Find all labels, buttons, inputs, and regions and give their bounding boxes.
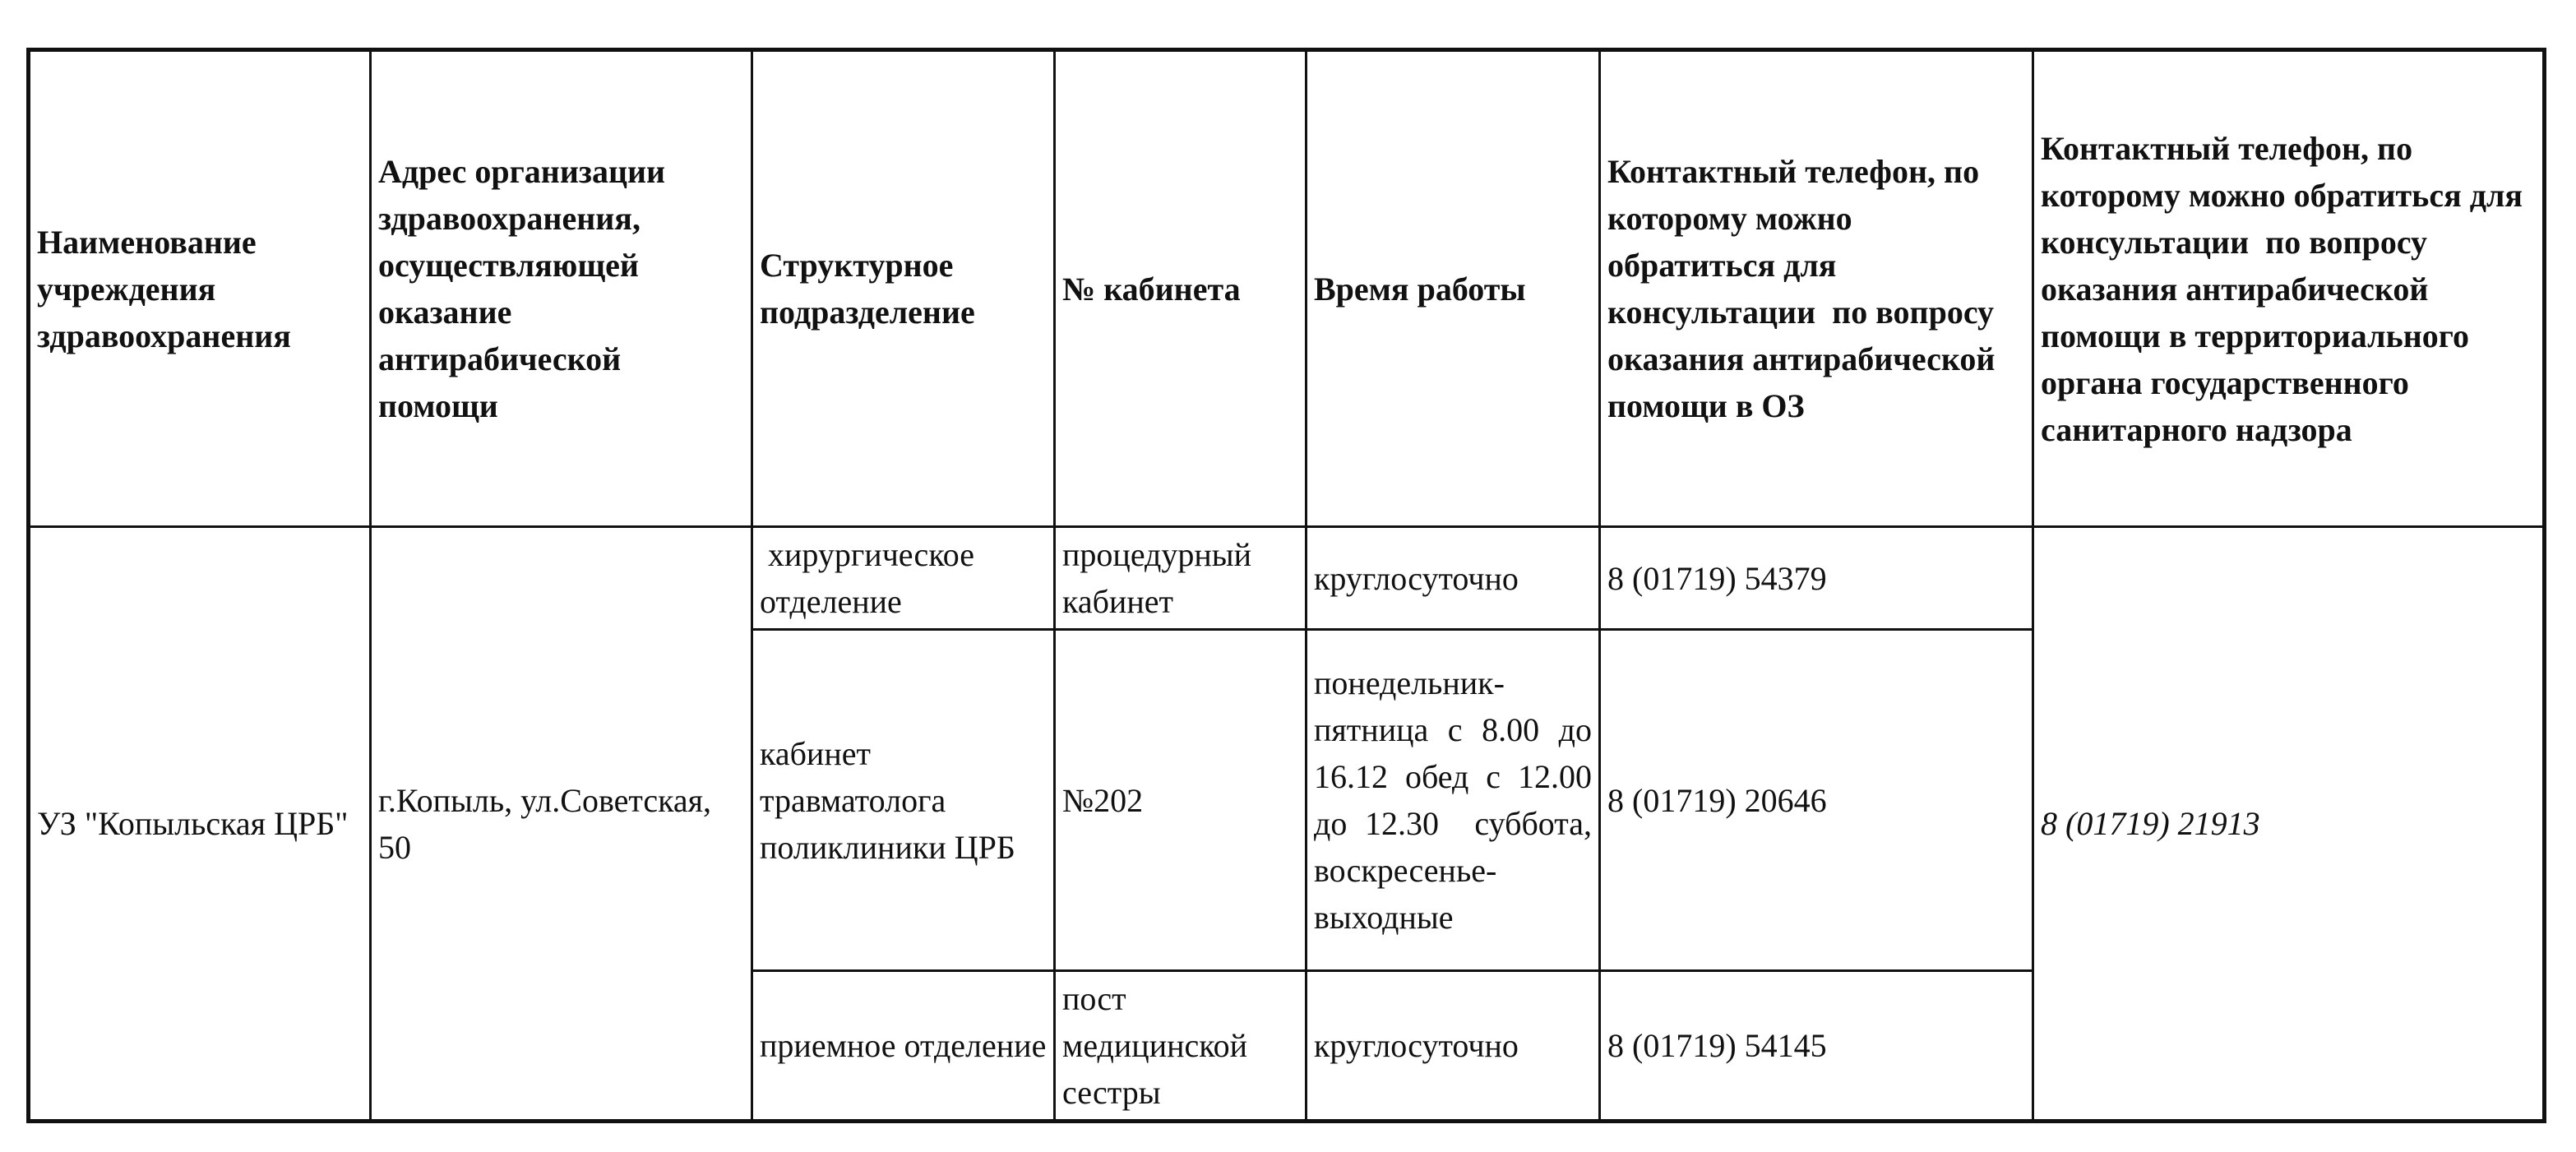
header-phone-sanitary: Контактный телефон, по которому можно обратиться для консультации по вопросу оказания антирабической помощи в территориального органа государственного санитарного надзора [2033,50,2545,527]
header-hours: Время работы [1306,50,1600,527]
hours-cell: круглосуточно [1306,527,1600,630]
room-cell: процедурный кабинет [1055,527,1306,630]
hours-cell: понедельник-пятница с 8.00 до 16.12 обед с 12.00 до 12.30 суббота, воскресенье-выходные [1306,630,1600,971]
department-cell: кабинет травматолога поликлиники ЦРБ [752,630,1055,971]
table-row [29,527,2545,630]
header-row [29,50,2545,527]
department-cell: хирургическое отделение [752,527,1055,630]
room-cell: пост медицинской сестры [1055,971,1306,1122]
institution-cell: УЗ "Копыльская ЦРБ" [29,527,371,1122]
header-phone-oz: Контактный телефон, по которому можно обратиться для консультации по вопросу оказания антирабической помощи в ОЗ [1600,50,2033,527]
sanitary-phone-cell: 8 (01719) 21913 [2033,527,2545,1122]
antirabies-table [26,48,2546,1123]
header-room: № кабинета [1055,50,1306,527]
header-institution: Наименование учреждения здравоохранения [29,50,371,527]
header-department: Структурное подразделение [752,50,1055,527]
phone-cell: 8 (01719) 54379 [1600,527,2033,630]
header-address: Адрес организации здравоохранения, осуществляющей оказание антирабической помощи [371,50,752,527]
address-cell: г.Копыль, ул.Советская, 50 [371,527,752,1122]
phone-cell: 8 (01719) 54145 [1600,971,2033,1122]
phone-cell: 8 (01719) 20646 [1600,630,2033,971]
room-cell: №202 [1055,630,1306,971]
hours-cell: круглосуточно [1306,971,1600,1122]
department-cell: приемное отделение [752,971,1055,1122]
